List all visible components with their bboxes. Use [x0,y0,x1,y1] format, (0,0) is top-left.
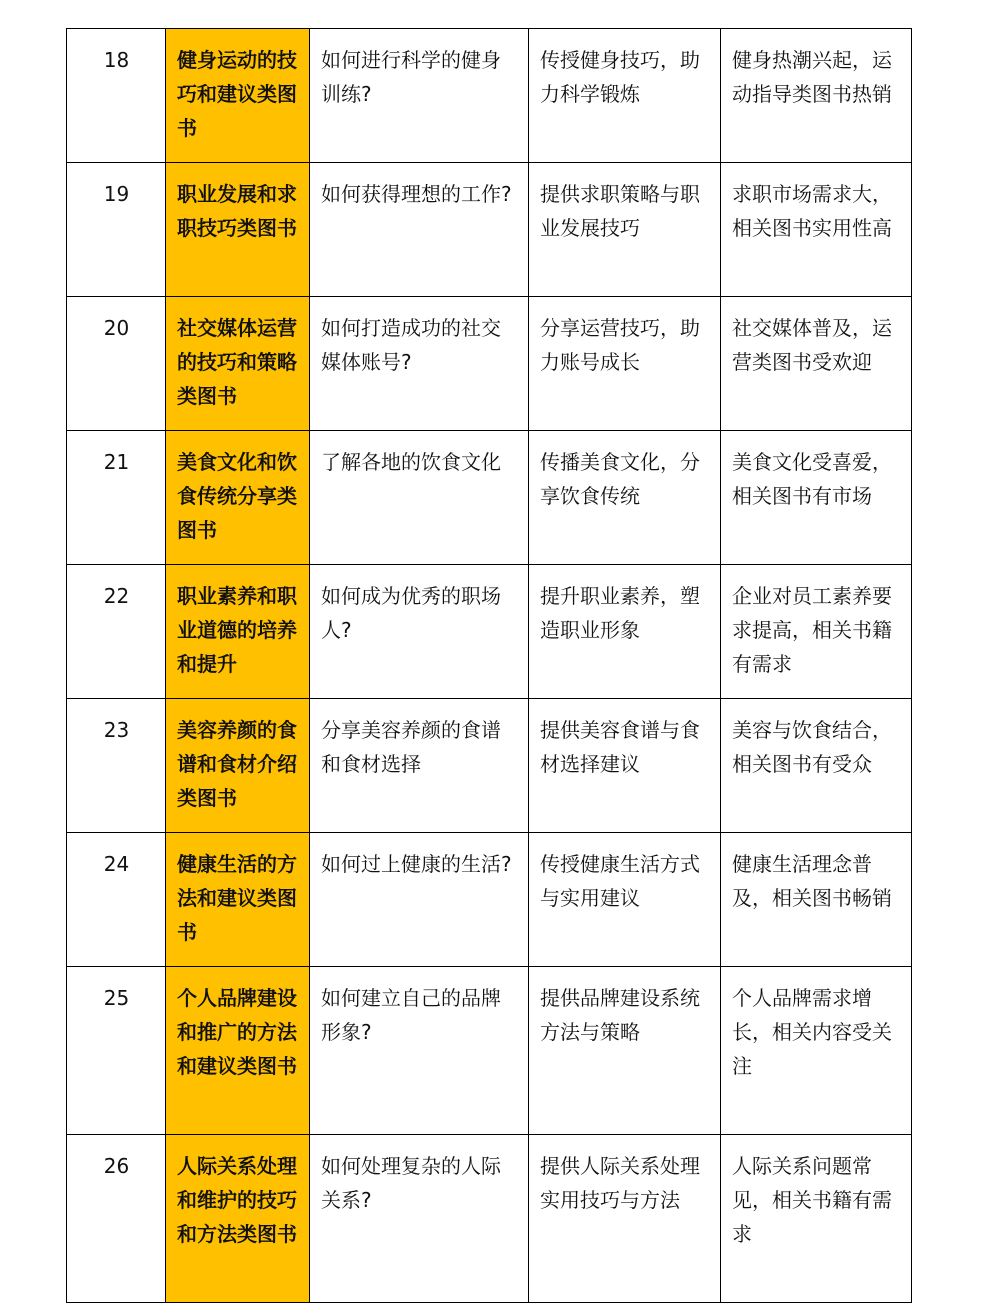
market-cell: 健身热潮兴起，运动指导类图书热销 [721,29,912,163]
book-category-cell: 健身运动的技巧和建议类图书 [166,29,310,163]
market-cell: 企业对员工素养要求提高，相关书籍有需求 [721,565,912,699]
table-row [67,967,912,1135]
market-cell: 社交媒体普及，运营类图书受欢迎 [721,297,912,431]
table-row [67,29,912,163]
content-cell: 传授健康生活方式与实用建议 [529,833,721,967]
market-cell: 健康生活理念普及，相关图书畅销 [721,833,912,967]
row-number: 20 [67,297,166,431]
book-category-cell: 社交媒体运营的技巧和策略类图书 [166,297,310,431]
question-cell: 如何进行科学的健身训练? [310,29,529,163]
row-number: 23 [67,699,166,833]
question-cell: 了解各地的饮食文化 [310,431,529,565]
content-cell: 提供美容食谱与食材选择建议 [529,699,721,833]
question-cell: 如何成为优秀的职场人? [310,565,529,699]
table-row [67,431,912,565]
market-cell: 人际关系问题常见，相关书籍有需求 [721,1135,912,1303]
row-number: 19 [67,163,166,297]
question-cell: 分享美容养颜的食谱和食材选择 [310,699,529,833]
content-cell: 提供求职策略与职业发展技巧 [529,163,721,297]
content-cell: 提供品牌建设系统方法与策略 [529,967,721,1135]
book-category-cell: 职业素养和职业道德的培养和提升 [166,565,310,699]
book-category-cell: 个人品牌建设和推广的方法和建议类图书 [166,967,310,1135]
content-cell: 提供人际关系处理实用技巧与方法 [529,1135,721,1303]
row-number: 18 [67,29,166,163]
question-cell: 如何处理复杂的人际关系? [310,1135,529,1303]
row-number: 22 [67,565,166,699]
table-row [67,565,912,699]
content-cell: 分享运营技巧，助力账号成长 [529,297,721,431]
question-cell: 如何过上健康的生活? [310,833,529,967]
row-number: 25 [67,967,166,1135]
table-row [67,297,912,431]
question-cell: 如何建立自己的品牌形象? [310,967,529,1135]
table-row [67,1135,912,1303]
row-number: 21 [67,431,166,565]
market-cell: 个人品牌需求增长，相关内容受关注 [721,967,912,1135]
content-cell: 传播美食文化，分享饮食传统 [529,431,721,565]
table-row [67,163,912,297]
market-cell: 美食文化受喜爱，相关图书有市场 [721,431,912,565]
question-cell: 如何获得理想的工作? [310,163,529,297]
content-cell: 提升职业素养，塑造职业形象 [529,565,721,699]
market-cell: 求职市场需求大，相关图书实用性高 [721,163,912,297]
book-category-cell: 人际关系处理和维护的技巧和方法类图书 [166,1135,310,1303]
book-category-cell: 健康生活的方法和建议类图书 [166,833,310,967]
row-number: 24 [67,833,166,967]
question-cell: 如何打造成功的社交媒体账号? [310,297,529,431]
book-category-cell: 职业发展和求职技巧类图书 [166,163,310,297]
topics-table [66,28,912,1303]
book-category-cell: 美食文化和饮食传统分享类图书 [166,431,310,565]
table-row [67,699,912,833]
table-row [67,833,912,967]
market-cell: 美容与饮食结合，相关图书有受众 [721,699,912,833]
row-number: 26 [67,1135,166,1303]
content-cell: 传授健身技巧，助力科学锻炼 [529,29,721,163]
book-category-cell: 美容养颜的食谱和食材介绍类图书 [166,699,310,833]
